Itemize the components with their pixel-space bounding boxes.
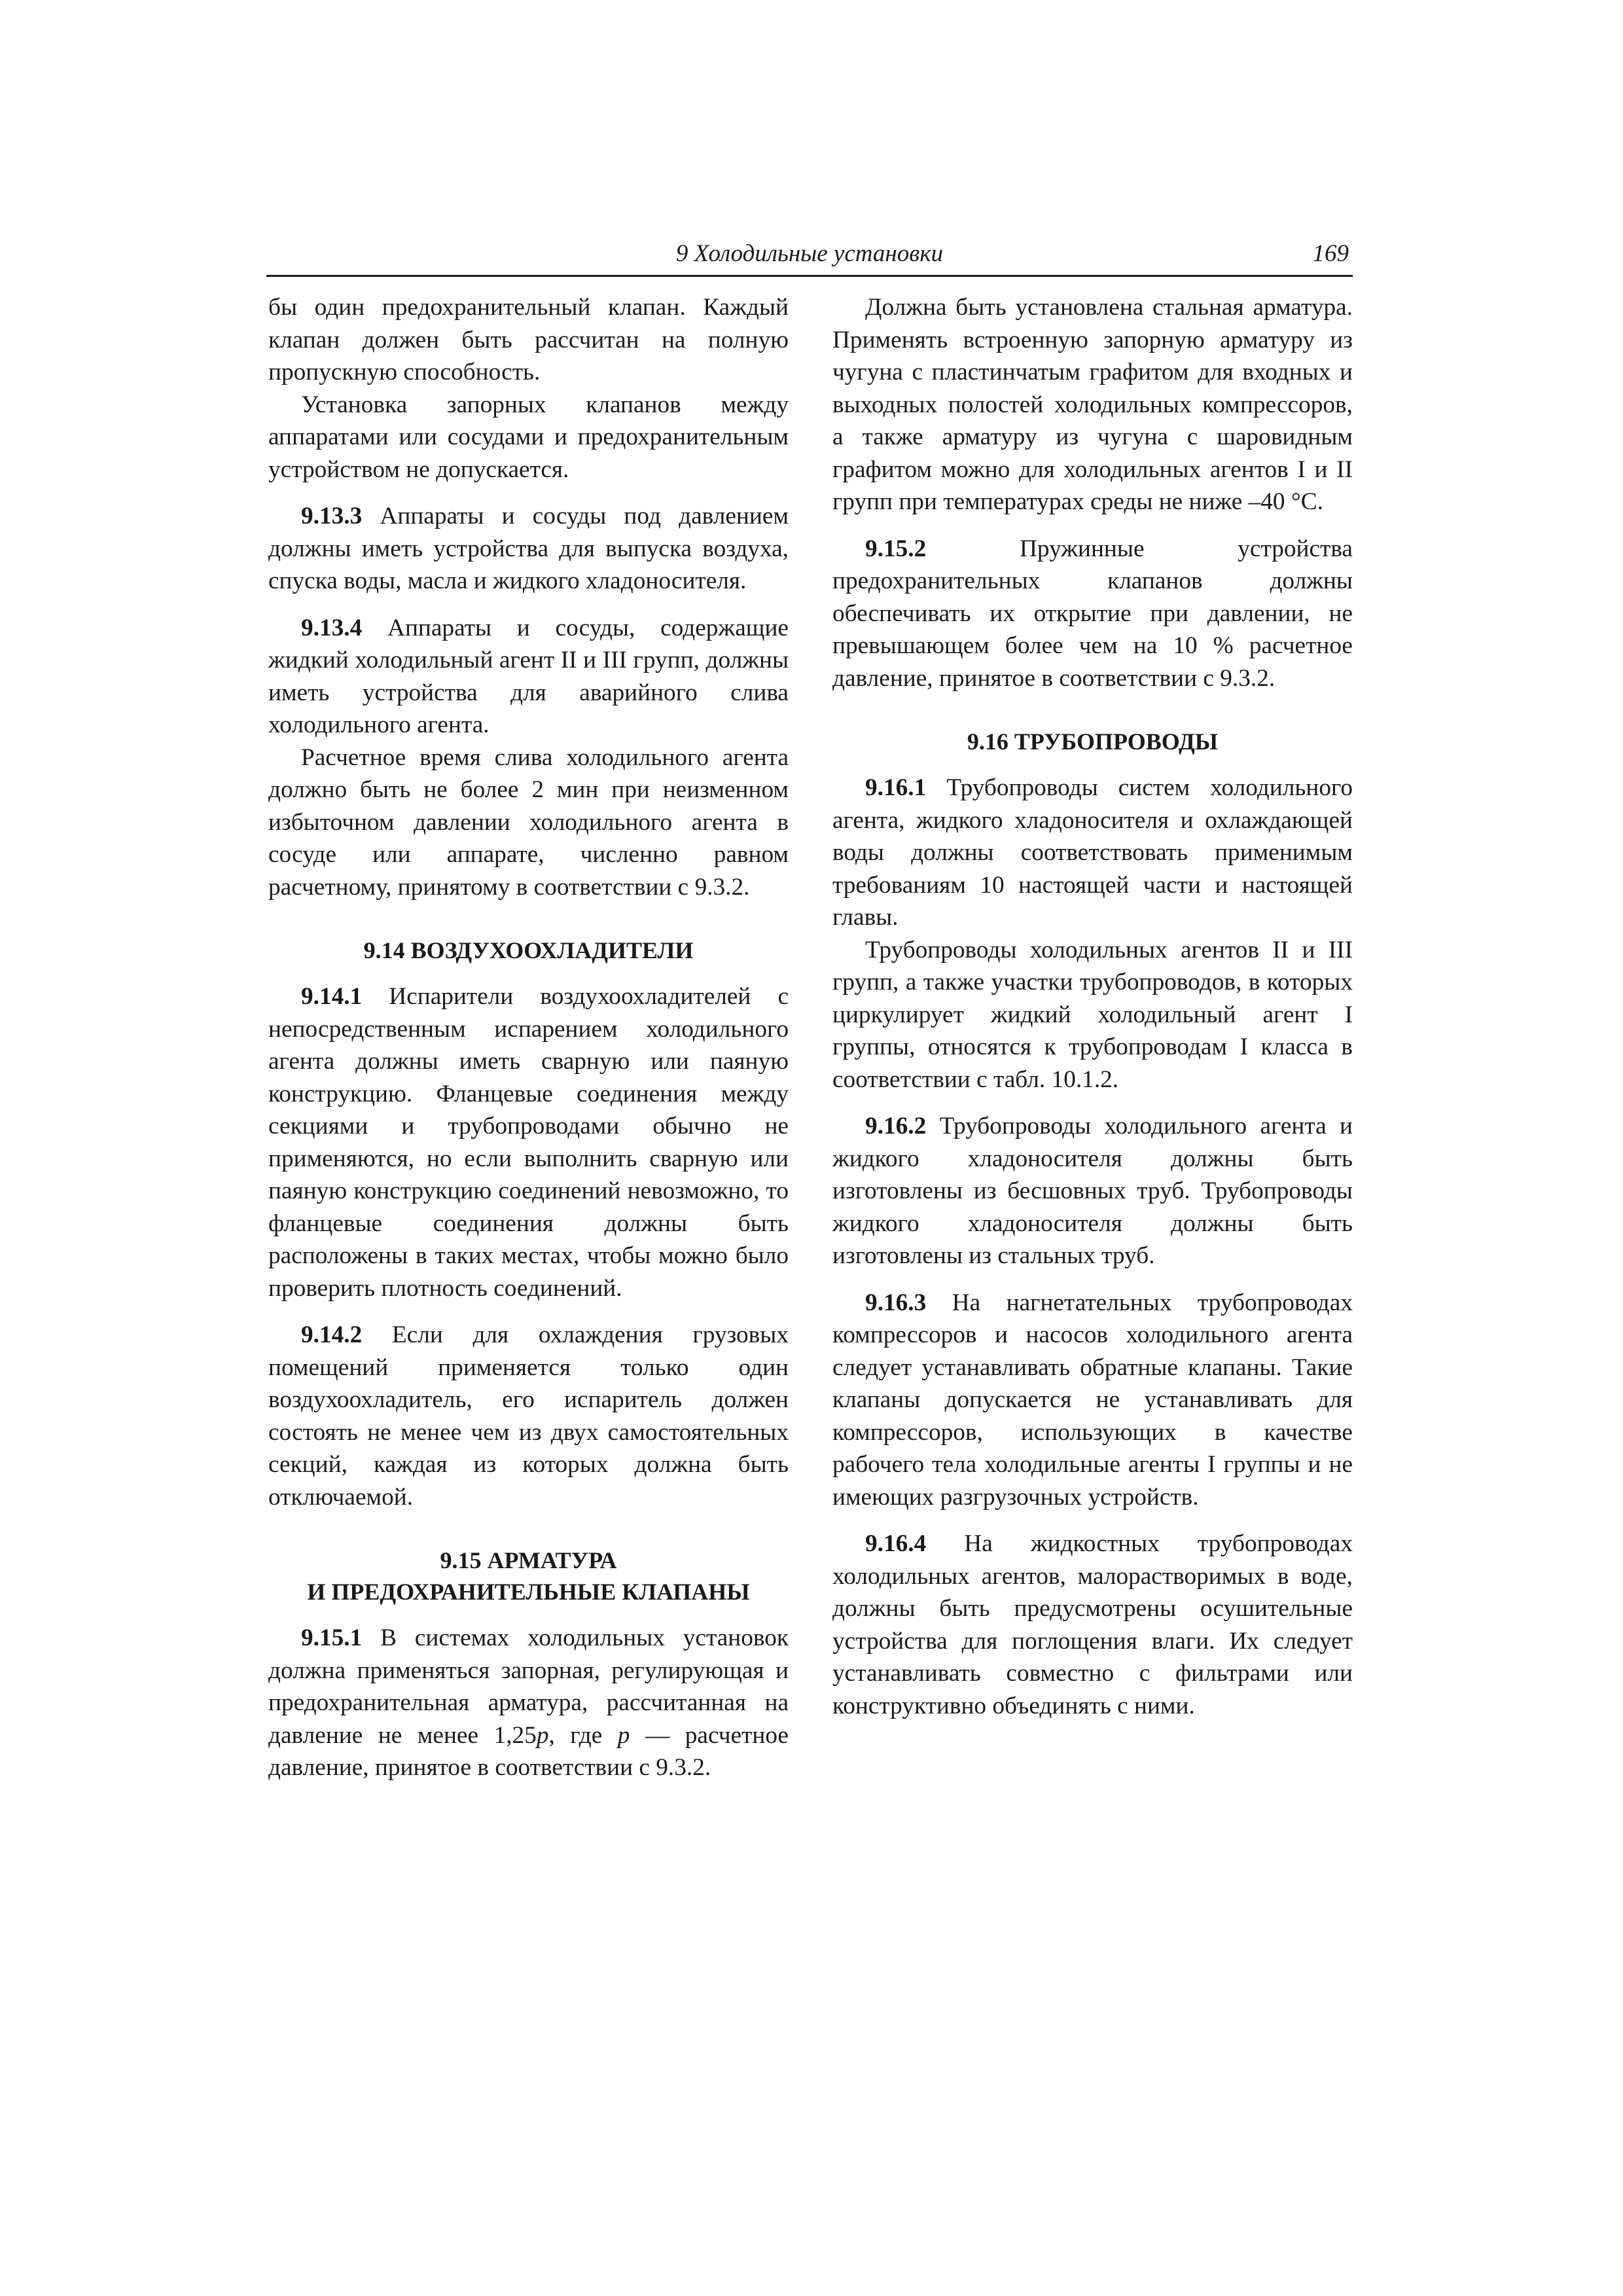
- clause-9-16-1: [832, 772, 1353, 934]
- clause-number: 9.16.4: [865, 1530, 927, 1557]
- clause-9-16-4: [832, 1528, 1353, 1722]
- paragraph: Трубопроводы холодильных агентов II и III групп, а также участки трубопроводов, в которых циркулирует жидкий холодильный агент I группы, относятся к трубопроводам I класса в соответствии с табл. 10.1.2.: [832, 936, 1353, 1093]
- clause-9-14-1: [268, 980, 789, 1304]
- clause-text: Аппараты и сосуды под давлением должны иметь устройства для выпуска воздуха, спуска воды, масла и жидкого хладоносителя.: [268, 503, 789, 594]
- clause-number: 9.15.2: [865, 535, 927, 562]
- clause-text: Трубопроводы систем холодильного агента, жидкого хладоносителя и охлаждающей воды должны соответствовать применимым требованиям 10 настоящей части и настоящей главы.: [832, 774, 1353, 931]
- section-heading-9-14: 9.14 ВОЗДУХООХЛАДИТЕЛИ: [363, 937, 694, 963]
- running-header-title: 9 Холодильные установки: [675, 240, 944, 267]
- section-heading-9-16: 9.16 ТРУБОПРОВОДЫ: [967, 728, 1219, 755]
- clause-number: 9.13.3: [301, 503, 363, 529]
- clause-text: Испарители воздухоохладителей с непосредственным испарением холодильного агента должны иметь сварную или паяную конструкцию. Фланцевые соединения между секциями и трубопроводами обычно не применяются, но если выполнить сварную или паяную конструкцию соединений невозможно, то фланцевые соединения должны быть расположены в таких местах, чтобы можно было проверить плотность соединений.: [268, 983, 789, 1302]
- clause-9-14-2: [268, 1319, 789, 1513]
- paragraph: Должна быть установлена стальная арматура. Применять встроенную запорную арматуру из чугуна с пластинчатым графитом для входных и выходных полостей холодильных компрессоров, а также арматуру из чугуна с шаровидным графитом можно для холодильных агентов I и II групп при температурах среды не ниже –40 °С.: [832, 294, 1353, 515]
- clause-number: 9.13.4: [301, 614, 363, 641]
- section-heading-line: И ПРЕДОХРАНИТЕЛЬНЫЕ КЛАПАНЫ: [307, 1579, 750, 1605]
- clause-text: На жидкостных трубопроводах холодильных агентов, малорастворимых в воде, должны быть предусмотрены осушительные устройства для поглощения влаги. Их следует устанавливать совместно с фильтрами или конструктивно объединять с ними.: [832, 1530, 1353, 1719]
- clause-number: 9.15.1: [301, 1624, 363, 1651]
- paragraph: Установка запорных клапанов между аппаратами или сосудами и предохранительным устройством не допускается.: [268, 391, 789, 483]
- clause-9-13-4: [268, 612, 789, 742]
- paragraph: Расчетное время слива холодильного агента должно быть не более 2 мин при неизменном избыточном давлении холодильного агента в сосуде или аппарате, численно равном расчетному, принятому в соответствии с 9.3.2.: [268, 744, 789, 901]
- clause-9-15-2: [832, 533, 1353, 695]
- running-header: [266, 237, 1353, 277]
- paragraph-continuation: бы один предохранительный клапан. Каждый клапан должен быть рассчитан на полную пропускную способность.: [268, 294, 789, 386]
- clause-number: 9.14.1: [301, 983, 363, 1010]
- clause-text: Трубопроводы холодильного агента и жидкого хладоносителя должны быть изготовлены из бесшовных труб. Трубопроводы жидкого хладоносителя должны быть изготовлены из стальных труб.: [832, 1113, 1353, 1269]
- clause-9-16-3: [832, 1287, 1353, 1514]
- clause-text: Аппараты и сосуды, содержащие жидкий холодильный агент II и III групп, должны иметь устройства для аварийного слива холодильного агента.: [268, 614, 789, 738]
- clause-number: 9.14.2: [301, 1321, 363, 1348]
- clause-9-16-2: [832, 1110, 1353, 1272]
- clause-9-13-3: [268, 500, 789, 598]
- right-column: [832, 291, 1353, 1722]
- clause-text: , где: [548, 1721, 618, 1749]
- clause-text: В системах холодильных установок должна применяться запорная, регулирующая и предохранительная арматура, рассчитанная на давление не менее 1,25: [268, 1624, 789, 1749]
- clause-number: 9.16.3: [865, 1289, 927, 1316]
- clause-text: Если для охлаждения грузовых помещений применяется только один воздухоохладитель, его испаритель должен состоять не менее чем из двух самостоятельных секций, каждая из которых должна быть отключаемой.: [268, 1321, 789, 1511]
- section-heading-9-15: [268, 1545, 789, 1607]
- clause-number: 9.16.2: [865, 1113, 927, 1139]
- clause-number: 9.16.1: [865, 774, 927, 801]
- left-column: [268, 291, 789, 1784]
- clause-text: Пружинные устройства предохранительных клапанов должны обеспечивать их открытие при давлении, не превышающем более чем на 10 % расчетное давление, принятое в соответствии с 9.3.2.: [832, 535, 1353, 692]
- clause-text: — расчетное давление, принятое в соответствии с 9.3.2.: [268, 1721, 789, 1781]
- variable-p: p: [536, 1721, 549, 1749]
- section-heading-line: 9.15 АРМАТУРА: [440, 1547, 617, 1573]
- page-number: 169: [1312, 240, 1349, 267]
- clause-text: На нагнетательных трубопроводах компрессоров и насосов холодильного агента следует устанавливать обратные клапаны. Такие клапаны допускается не устанавливать для компрессоров, использующих в качестве рабочего тела холодильные агенты I группы и не имеющих разгрузочных устройств.: [832, 1289, 1353, 1511]
- clause-9-15-1: [268, 1622, 789, 1784]
- variable-p: p: [617, 1721, 630, 1749]
